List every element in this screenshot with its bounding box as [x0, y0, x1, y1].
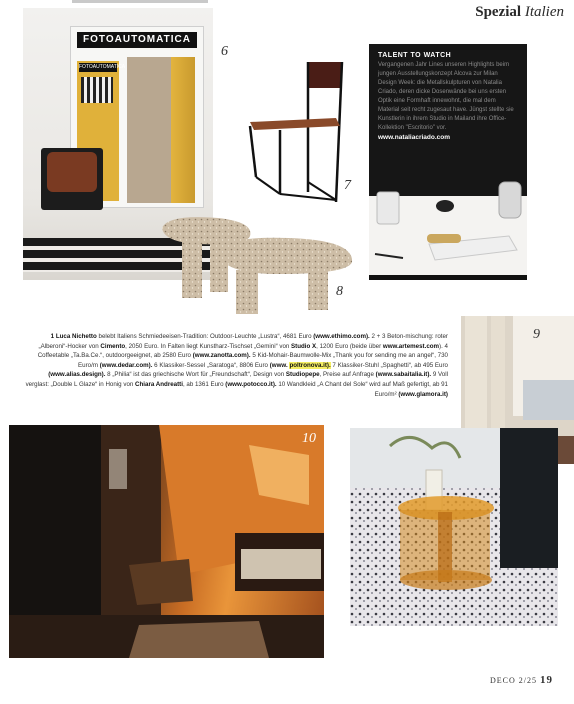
black-strip — [369, 275, 527, 280]
chair-backrest — [308, 62, 342, 88]
caption-block — [24, 332, 448, 399]
booth-sign: FOTOAUTOMATICA — [77, 32, 197, 48]
photo-amber-side-table — [350, 428, 558, 626]
cap-brand-studiopepe: Studiopepe — [285, 371, 320, 379]
cap-text: 10 Wandkleid „A Chant del Sole“ wird auf Maß gefertigt, ab 91 Euro/m² — [276, 380, 448, 398]
cap-brand-studiox: Studio X — [291, 342, 317, 350]
booth-photo-strip — [81, 77, 113, 103]
top-edge-bar — [72, 0, 208, 3]
cap-text: , 2050 Euro. In Falten liegt Kunstharz-Tischset „Gemini“ von — [125, 342, 292, 350]
cap-text: , 1200 Euro (beide über — [316, 342, 383, 350]
page-footer — [490, 674, 553, 686]
cap-text: 2 + 3 Beton-mischung: roter „Alberoni“-Hocker von — [38, 333, 448, 350]
photo-number-9: 9 — [533, 327, 540, 342]
bedroom-drawing — [9, 425, 324, 658]
cap-link-dedar[interactable]: (www.dedar.com). — [99, 361, 153, 369]
cap-designer-nichetto: Luca Nichetto — [55, 333, 97, 340]
booth-mini-sign: FOTOAUTOMATICA — [79, 64, 126, 70]
section-header — [475, 4, 564, 21]
cap-link-ethimo[interactable]: (www.ethimo.com). — [313, 333, 370, 340]
photo-number-7: 7 — [344, 178, 351, 193]
footer-page-number: 19 — [540, 674, 553, 686]
cap-link-sabaitalia[interactable]: (www.sabaitalia.it). — [375, 371, 432, 379]
cap-text: , Preise auf Anfrage — [319, 371, 376, 379]
photo-number-6: 6 — [221, 44, 228, 59]
cap-text: 8 „Philia“ ist das griechische Wort für „Freundschaft“, Design von — [105, 371, 286, 379]
cap-text: , ab 1361 Euro — [182, 380, 226, 388]
booth-opening — [127, 57, 171, 203]
photo-bedroom-orange-wall — [9, 425, 324, 658]
desk-objects — [369, 174, 527, 274]
talent-body: Vergangenen Jahr Lines unseren Highlights beim jungen Ausstellungskonzept Alcova zur Milan Design Week: die Metallskulpturen von Natalia Criado, deren dicke Dosenwände bei uns ersten Optik eine Formhaft innewohnt, die mal dem Material seit recht zugesaut have. Jüngst stellte sie Kunstlerin in ihrem Studio in Mailand ihre Office-Kollektion "Escritorio" vor. — [378, 62, 514, 131]
header-italic: Italien — [524, 4, 564, 20]
header-main: Spezial — [475, 4, 522, 20]
booth-curtain — [171, 57, 195, 203]
cap-designer-andreatti: Chiara Andreatti — [135, 380, 183, 388]
photo-number-8: 8 — [336, 284, 343, 299]
cap-num-1: 1 — [50, 333, 55, 340]
cap-link-zanotta[interactable]: (www.zanotta.com). — [192, 352, 251, 360]
cap-link-potocco[interactable]: (www.potocco.it). — [225, 380, 277, 388]
photo-talent-to-watch — [369, 44, 527, 280]
cap-text: 7 Klassiker-Stuhl „Spaghetti“, ab 495 Euro — [330, 361, 448, 369]
armchair-cushion — [47, 152, 97, 192]
photo-terrazzo-tables — [158, 212, 358, 317]
cap-link-poltronova-highlighted[interactable]: poltronova.it). — [289, 361, 331, 369]
tables-drawing — [158, 212, 358, 317]
footer-magazine: DECO 2/25 — [490, 676, 537, 685]
cap-link-alias[interactable]: (www.alias.design). — [48, 371, 106, 379]
cap-text: 5 Kid-Mohair-Baumwolle-Mix „Thank you for sending me an angel“, 730 Euro/m — [78, 352, 448, 369]
chair-seat — [250, 118, 340, 130]
cap-text: 9 Voll verglast: „Double L Glaze“ in Honig von — [25, 371, 448, 388]
side-table-drawing — [350, 428, 558, 626]
cap-text: ). 4 Coffeetable „Ta.Ba.Ce.“, outdoorgeeignet, ab 2580 Euro — [37, 342, 448, 360]
cap-brand-cimento: Cimento — [100, 342, 126, 350]
cap-link-poltronova-prefix[interactable]: (www. — [269, 361, 288, 369]
armchair — [41, 148, 103, 210]
cap-text: 6 Klassiker-Sessel „Saratoga“, 8806 Euro — [152, 361, 270, 369]
photo-number-10: 10 — [302, 431, 316, 446]
cap-link-glamora[interactable]: (www.glamora.it) — [398, 390, 448, 398]
talent-url: www.nataliacriado.com — [378, 134, 451, 141]
cap-text: belebt Italiens Schmiedeeisen-Tradition: Outdoor-Leuchte „Lustra“, 4681 Euro — [96, 333, 314, 340]
talent-heading: TALENT TO WATCH — [378, 52, 452, 59]
cap-link-artemest[interactable]: www.artemest.com — [382, 342, 440, 350]
